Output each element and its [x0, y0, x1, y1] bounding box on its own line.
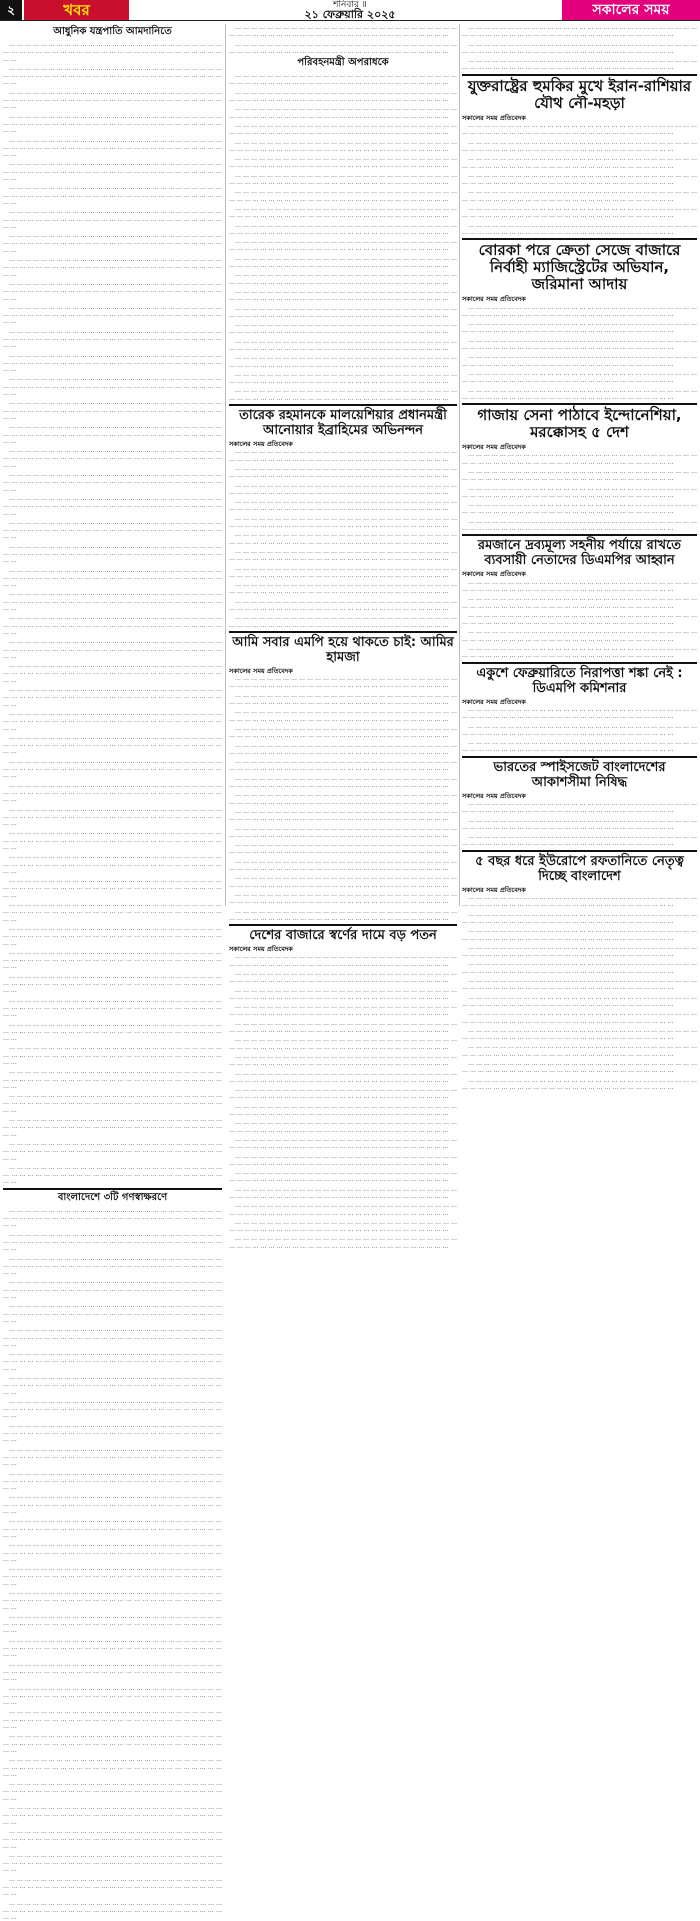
article-body: … … … … … … … … … … … … … … … … … … … … … … … … … … … … … … … … … … … … … … … … … … … … … … … … … … … … … … … … — [3, 638, 222, 660]
article-body: … … … … … … … … … … … … … … … … … … … … … … … … … … … … … … … … … … … … … … … … … … … … … … … … … … … … … … … … — [3, 184, 222, 206]
article-body: … … … … … … … … … … … … … … … … … … … … … … … … … … … … … … … … … … … … … … … … … … … … … … … … … … … … … … … … — [3, 1851, 222, 1874]
page-number: ২ — [0, 0, 22, 20]
article-body: … … … … … … … … … … … … … … … … … … … … … … … … … … … … … … … … … … … … … … … … … … … … … … … … … … … … … … … … — [229, 72, 457, 87]
article-body: … … … … … … … … … … … … … … … … … … … … … … … … … … … … … … … … … … … … … … … … … … … … … … … … … … … … … … … … — [229, 1202, 457, 1217]
article-headline: পরিবহনমন্ত্রী অপরাধকে — [297, 57, 389, 69]
article-body: … … … … … … … … … … … … … … … … … … … … … … … … … … … … … … … … … … … … … … … … … … … … … … … … … … … … … … … … — [3, 303, 222, 326]
article-body: … … … … … … … … … … … … … … … … … … … … … … … … … … … … … … … … … … … … … … … … … … … … … … … … … … … … … … … … — [462, 628, 697, 643]
article-body: … … … … … … … … … … … … … … … … … … … … … … … … … … … … … … … … … … … … … … … … … … … … … … … … … … … … … … … … — [3, 1044, 222, 1066]
article-body: … … … … … … … … … … … … … … … … … … … … … … … … … … … … … … … … … … … … … … … … … … … … … … … … … … … … … … … … — [229, 337, 457, 352]
article-body: … … … … … … … … … … … … … … … … … … … … … … … … … … … … … … … … … … … … … … … … … … … … … … … … … … … … … … … … — [3, 279, 222, 302]
article-body: … … … … … … … … … … … … … … … … … … … … … … … … … … … … … … … … … … … … … … … … … … … … … … … … … … … … … … … … — [3, 351, 222, 374]
article-body: … … … … … … … … … … … … … … … … … … … … … … … … … … … … … … … … … … … … … … … … … … … … … … … … … … … … … … … … — [3, 1326, 222, 1348]
article-body: … … … … … … … … … … … … … … … … … … … … … … … … … … … … … … … … … … … … … … … … … … … … … … … … … … … … … … … … — [3, 733, 222, 756]
article-body: … … … … … … … … … … … … … … … … … … … … … … … … … … … … … … … … … … … … … … … … … … … … … … … … … … … … … … … … — [3, 590, 222, 613]
article-body: … … … … … … … … … … … … … … … … … … … … … … … … … … … … … … … … … … … … … … … … … … … … … … … … … … … … … … … … — [229, 1036, 457, 1051]
article-body: … … … … … … … … … … … … … … … … … … … … … … … … … … … … … … … … … … … … … … … … … … … … … … … … … … … … … … … … — [462, 578, 697, 593]
article-body: … … … … … … … … … … … … … … … … … … … … … … … … … … … … … … … … … … … … … … … … … … … … … … … … … … … … … … … … — [229, 1218, 457, 1234]
article-body: … … … … … … … … … … … … … … … … … … … … … … … … … … … … … … … … … … … … … … … … … … … … … … … … … … … … … … … … — [462, 336, 697, 352]
article-body: … … … … … … … … … … … … … … … … … … … … … … … … … … … … … … … … … … … … … … … … … … … … … … … … … … … … … … … … — [3, 1469, 222, 1492]
article-body: … … … … … … … … … … … … … … … … … … … … … … … … … … … … … … … … … … … … … … … … … … … … … … … … … … … … … … … … — [229, 741, 457, 756]
article-body: … … … … … … … … … … … … … … … … … … … … … … … … … … … … … … … … … … … … … … … … … … … … … … … … … … … … … … … … — [462, 205, 697, 220]
article-body: … … … … … … … … … … … … … … … … … … … … … … … … … … … … … … … … … … … … … … … … … … … … … … … … … … … … … … … … — [3, 1780, 222, 1802]
article-body: … … … … … … … … … … … … … … … … … … … … … … … … … … … … … … … … … … … … … … … … … … … … … … … … … … … … … … … … — [462, 369, 697, 385]
article-body: … … … … … … … … … … … … … … … … … … … … … … … … … … … … … … … … … … … … … … … … … … … … … … … … … … … … … … … … — [229, 155, 457, 170]
article-body: … … … … … … … … … … … … … … … … … … … … … … … … … … … … … … … … … … … … … … … … … … … … … … … … … … … … … … … … — [229, 564, 457, 579]
article-body: … … … … … … … … … … … … … … … … … … … … … … … … … … … … … … … … … … … … … … … … … … … … … … … … … … … … … … … … — [229, 370, 457, 386]
article-body: … … … … … … … … … … … … … … … … … … … … … … … … … … … … … … … … … … … … … … … … … … … … … … … … … … … … … … … … — [462, 722, 697, 737]
article-body: … … … … … … … … … … … … … … … … … … … … … … … … … … … … … … … … … … … … … … … … … … … … … … … … … … … … … … … … — [3, 1565, 222, 1587]
newspaper-logo: সকালের সময় — [562, 0, 700, 20]
article-body: … … … … … … … … … … … … … … … … … … … … … … … … … … … … … … … … … … … … … … … … … … … … … … … … … … … … … … … … — [462, 927, 697, 942]
article-body: … … … … … … … … … … … … … … … … … … … … … … … … … … … … … … … … … … … … … … … … … … … … … … … … … … … … … … … … — [3, 1254, 222, 1277]
article-headline: ভারতের স্পাইসজেট বাংলাদেশের আকাশসীমা নিষিদ্ধ — [462, 756, 697, 790]
article-body: … … … … … … … … … … … … … … … … … … … … … … … … … … … … … … … … … … … … … … … … … … … … … … … … … … … … … … … … — [229, 1052, 457, 1068]
article-body: … … … … … … … … … … … … … … … … … … … … … … … … … … … … … … … … … … … … … … … … … … … … … … … … … … … … … … … … — [462, 1060, 697, 1075]
column-left — [3, 24, 222, 1921]
article-body: … … … … … … … … … … … … … … … … … … … … … … … … … … … … … … … … … … … … … … … … … … … … … … … … … … … … … … … … — [229, 1086, 457, 1101]
article-body: … … … … … … … … … … … … … … … … … … … … … … … … … … … … … … … … … … … … … … … … … … … … … … … … … … … … … … … … — [3, 1139, 222, 1162]
article-body: … … … … … … … … … … … … … … … … … … … … … … … … … … … … … … … … … … … … … … … … … … … … … … … … … … … … … … … … — [3, 64, 222, 87]
article-byline: সকালের সময় প্রতিবেদক — [229, 666, 293, 675]
article-body: … … … … … … … … … … … … … … … … … … … … … … … … … … … … … … … … … … … … … … … … … … … … … … … … … … … … … … … … — [229, 387, 457, 402]
article-byline: সকালের সময় প্রতিবেদক — [462, 443, 526, 452]
article-body: … … … … … … … … … … … … … … … … … … … … … … … … … … … … … … … … … … … … … … … … … … … … … … … … … … … … … … … … — [462, 353, 697, 368]
article-body: … … … … … … … … … … … … … … … … … … … … … … … … … … … … … … … … … … … … … … … … … … … … … … … … … … … … … … … … — [3, 1397, 222, 1420]
article-body: … … … … … … … … … … … … … … … … … … … … … … … … … … … … … … … … … … … … … … … … … … … … … … … … … … … … … … … … — [229, 890, 457, 906]
masthead — [0, 0, 700, 21]
article-body: … … … … … … … … … … … … … … … … … … … … … … … … … … … … … … … … … … … … … … … … … … … … … … … … … … … … … … … … — [229, 969, 457, 985]
article-body: … … … … … … … … … … … … … … … … … … … … … … … … … … … … … … … … … … … … … … … … … … … … … … … … … … … … … … … … — [229, 171, 457, 187]
article-body: … … … … … … … … … … … … … … … … … … … … … … … … … … … … … … … … … … … … … … … … … … … … … … … … … … … … … … … … — [3, 256, 222, 278]
column-right — [462, 24, 697, 1091]
article-body: … … … … … … … … … … … … … … … … … … … … … … … … … … … … … … … … … … … … … … … … … … … … … … … … … … … … … … … … — [229, 88, 457, 104]
article-body: … … … … … … … … … … … … … … … … … … … … … … … … … … … … … … … … … … … … … … … … … … … … … … … … … … … … … … … … — [3, 709, 222, 732]
article-body: … … … … … … … … … … … … … … … … … … … … … … … … … … … … … … … … … … … … … … … … … … … … … … … … … … … … … … … … — [462, 1043, 697, 1058]
article-body: … … … … … … … … … … … … … … … … … … … … … … … … … … … … … … … … … … … … … … … … … … … … … … … … … … … … … … … … — [229, 531, 457, 546]
article-byline: সকালের সময় প্রতিবেদক — [462, 113, 526, 122]
article-body: … … … … … … … … … … … … … … … … … … … … … … … … … … … … … … … … … … … … … … … … … … … … … … … … … … … … … … … … — [3, 471, 222, 493]
article-body: … … … … … … … … … … … … … … … … … … … … … … … … … … … … … … … … … … … … … … … … … … … … … … … … … … … … … … … … — [3, 1493, 222, 1516]
article-body: … … … … … … … … … … … … … … … … … … … … … … … … … … … … … … … … … … … … … … … … … … … … … … … … … … … … … … … … — [229, 953, 457, 968]
article-body: … … … … … … … … … … … … … … … … … … … … … … … … … … … … … … … … … … … … … … … … … … … … … … … … … … … … … … … … — [3, 901, 222, 923]
article-body: … … … … … … … … … … … … … … … … … … … … … … … … … … … … … … … … … … … … … … … … … … … … … … … … … … … … … … … … — [3, 1421, 222, 1444]
article-body: … … … … … … … … … … … … … … … … … … … … … … … … … … … … … … … … … … … … … … … … … … … … … … … … … … … … … … … … — [229, 824, 457, 839]
article-headline: দেশের বাজারে স্বর্ণের দামে বড় পতন — [229, 924, 457, 943]
article-byline: সকালের সময় প্রতিবেদক — [462, 885, 526, 894]
article-body: … … … … … … … … … … … … … … … … … … … … … … … … … … … … … … … … … … … … … … … … … … … … … … … … … … … … … … … … — [3, 1589, 222, 1611]
article-body: … … … … … … … … … … … … … … … … … … … … … … … … … … … … … … … … … … … … … … … … … … … … … … … … … … … … … … … … — [229, 774, 457, 790]
article-body: … … … … … … … … … … … … … … … … … … … … … … … … … … … … … … … … … … … … … … … … … … … … … … … … … … … … … … … … — [3, 447, 222, 469]
article-body: … … … … … … … … … … … … … … … … … … … … … … … … … … … … … … … … … … … … … … … … … … … … … … … … … … … … … … … … — [462, 501, 697, 516]
article-body: … … … … … … … … … … … … … … … … … … … … … … … … … … … … … … … … … … … … … … … … … … … … … … … … … … … … … … … … — [229, 708, 457, 723]
article-byline: সকালের সময় প্রতিবেদক — [229, 945, 293, 954]
publication-day: শনিবার ॥ — [333, 0, 367, 10]
article-body: … … … … … … … … … … … … … … … … … … … … … … … … … … … … … … … … … … … … … … … … … … … … … … … … … … … … … … … … — [3, 1804, 222, 1826]
article-body: … … … … … … … … … … … … … … … … … … … … … … … … … … … … … … … … … … … … … … … … … … … … … … … … … … … … … … … … — [462, 611, 697, 627]
article-headline: বাংলাদেশে ৩টি গণস্বাক্ষরণে — [3, 1188, 222, 1204]
article-body: … … … … … … … … … … … … … … … … … … … … … … … … … … … … … … … … … … … … … … … … … … … … … … … … … … … … … … … … — [229, 986, 457, 1001]
article-body: … … … … … … … … … … … … … … … … … … … … … … … … … … … … … … … … … … … … … … … … … … … … … … … … … … … … … … … … — [229, 547, 457, 563]
article-body: … … … … … … … … … … … … … … … … … … … … … … … … … … … … … … … … … … … … … … … … … … … … … … … … … … … … … … … … — [229, 204, 457, 220]
article-body: … … … … … … … … … … … … … … … … … … … … … … … … … … … … … … … … … … … … … … … … … … … … … … … … … … … … … … … … — [3, 996, 222, 1019]
article-headline: আধুনিক যন্ত্রপাতি আমদানিতে — [53, 26, 172, 37]
article-body: … … … … … … … … … … … … … … … … … … … … … … … … … … … … … … … … … … … … … … … … … … … … … … … … … … … … … … … … — [3, 1517, 222, 1539]
article-body: … … … … … … … … … … … … … … … … … … … … … … … … … … … … … … … … … … … … … … … … … … … … … … … … … … … … … … … … — [462, 833, 697, 848]
article-headline: গাজায় সেনা পাঠাবে ইন্দোনেশিয়া, মরক্কোসহ ৫ দেশ — [462, 403, 697, 441]
article-body: … … … … … … … … … … … … … … … … … … … … … … … … … … … … … … … … … … … … … … … … … … … … … … … … … … … … … … … … — [3, 1206, 222, 1229]
article-body: … … … … … … … … … … … … … … … … … … … … … … … … … … … … … … … … … … … … … … … … … … … … … … … … … … … … … … … … — [229, 40, 457, 55]
article-body: … … … … … … … … … … … … … … … … … … … … … … … … … … … … … … … … … … … … … … … … … … … … … … … … … … … … … … … … — [229, 1119, 457, 1134]
article-body: … … … … … … … … … … … … … … … … … … … … … … … … … … … … … … … … … … … … … … … … … … … … … … … … … … … … … … … … — [462, 977, 697, 992]
article-body: … … … … … … … … … … … … … … … … … … … … … … … … … … … … … … … … … … … … … … … … … … … … … … … … … … … … … … … … — [462, 894, 697, 909]
article-body: … … … … … … … … … … … … … … … … … … … … … … … … … … … … … … … … … … … … … … … … … … … … … … … … … … … … … … … … — [229, 758, 457, 773]
article-body: … … … … … … … … … … … … … … … … … … … … … … … … … … … … … … … … … … … … … … … … … … … … … … … … … … … … … … … … — [3, 41, 222, 63]
article-body: … … … … … … … … … … … … … … … … … … … … … … … … … … … … … … … … … … … … … … … … … … … … … … … … … … … … … … … … — [462, 24, 697, 39]
article-body: … … … … … … … … … … … … … … … … … … … … … … … … … … … … … … … … … … … … … … … … … … … … … … … … … … … … … … … … — [462, 943, 697, 959]
publication-date: ২১ ফেব্রুয়ারি ২০২৫ — [304, 8, 396, 21]
article-body: … … … … … … … … … … … … … … … … … … … … … … … … … … … … … … … … … … … … … … … … … … … … … … … … … … … … … … … … — [462, 739, 697, 754]
article-body: … … … … … … … … … … … … … … … … … … … … … … … … … … … … … … … … … … … … … … … … … … … … … … … … … … … … … … … … — [3, 1636, 222, 1659]
article-body: … … … … … … … … … … … … … … … … … … … … … … … … … … … … … … … … … … … … … … … … … … … … … … … … … … … … … … … … — [229, 791, 457, 806]
column-middle — [229, 24, 457, 1250]
article-body: … … … … … … … … … … … … … … … … … … … … … … … … … … … … … … … … … … … … … … … … … … … … … … … … … … … … … … … … — [462, 484, 697, 499]
article-body: … … … … … … … … … … … … … … … … … … … … … … … … … … … … … … … … … … … … … … … … … … … … … … … … … … … … … … … … — [3, 1116, 222, 1138]
article-headline: একুশে ফেব্রুয়ারিতে নিরাপত্তা শঙ্কা নেই : ডিএমপি কমিশনার — [462, 662, 697, 696]
article-body: … … … … … … … … … … … … … … … … … … … … … … … … … … … … … … … … … … … … … … … … … … … … … … … … … … … … … … … … — [3, 924, 222, 947]
article-body: … … … … … … … … … … … … … … … … … … … … … … … … … … … … … … … … … … … … … … … … … … … … … … … … … … … … … … … … — [3, 1092, 222, 1114]
article-body: … … … … … … … … … … … … … … … … … … … … … … … … … … … … … … … … … … … … … … … … … … … … … … … … … … … … … … … … — [3, 208, 222, 230]
article-body: … … … … … … … … … … … … … … … … … … … … … … … … … … … … … … … … … … … … … … … … … … … … … … … … … … … … … … … … — [3, 160, 222, 183]
article-byline: সকালের সময় প্রতিবেদক — [229, 440, 293, 449]
article-body: … … … … … … … … … … … … … … … … … … … … … … … … … … … … … … … … … … … … … … … … … … … … … … … … … … … … … … … … — [462, 960, 697, 975]
article-body: … … … … … … … … … … … … … … … … … … … … … … … … … … … … … … … … … … … … … … … … … … … … … … … … … … … … … … … … — [3, 399, 222, 421]
article-body: … … … … … … … … … … … … … … … … … … … … … … … … … … … … … … … … … … … … … … … … … … … … … … … … … … … … … … … … — [3, 1278, 222, 1301]
article-body: … … … … … … … … … … … … … … … … … … … … … … … … … … … … … … … … … … … … … … … … … … … … … … … … … … … … … … … … — [229, 24, 457, 39]
article-body: … … … … … … … … … … … … … … … … … … … … … … … … … … … … … … … … … … … … … … … … … … … … … … … … … … … … … … … … — [229, 321, 457, 336]
section-name: খবর — [24, 0, 129, 20]
article-body: … … … … … … … … … … … … … … … … … … … … … … … … … … … … … … … … … … … … … … … … … … … … … … … … … … … … … … … … — [462, 595, 697, 610]
article-body: … … … … … … … … … … … … … … … … … … … … … … … … … … … … … … … … … … … … … … … … … … … … … … … … … … … … … … … … — [229, 907, 457, 922]
article-body: … … … … … … … … … … … … … … … … … … … … … … … … … … … … … … … … … … … … … … … … … … … … … … … … … … … … … … … … — [229, 188, 457, 203]
article-body: … … … … … … … … … … … … … … … … … … … … … … … … … … … … … … … … … … … … … … … … … … … … … … … … … … … … … … … … — [229, 841, 457, 856]
article-body: … … … … … … … … … … … … … … … … … … … … … … … … … … … … … … … … … … … … … … … … … … … … … … … … … … … … … … … … — [3, 518, 222, 541]
article-body: … … … … … … … … … … … … … … … … … … … … … … … … … … … … … … … … … … … … … … … … … … … … … … … … … … … … … … … … — [229, 1185, 457, 1200]
article-body: … … … … … … … … … … … … … … … … … … … … … … … … … … … … … … … … … … … … … … … … … … … … … … … … … … … … … … … … — [229, 1069, 457, 1084]
article-body: … … … … … … … … … … … … … … … … … … … … … … … … … … … … … … … … … … … … … … … … … … … … … … … … … … … … … … … … — [462, 57, 697, 72]
article-body: … … … … … … … … … … … … … … … … … … … … … … … … … … … … … … … … … … … … … … … … … … … … … … … … … … … … … … … … — [229, 1169, 457, 1184]
article-body: … … … … … … … … … … … … … … … … … … … … … … … … … … … … … … … … … … … … … … … … … … … … … … … … … … … … … … … … — [229, 238, 457, 253]
article-body: … … … … … … … … … … … … … … … … … … … … … … … … … … … … … … … … … … … … … … … … … … … … … … … … … … … … … … … … — [3, 781, 222, 804]
article-body: … … … … … … … … … … … … … … … … … … … … … … … … … … … … … … … … … … … … … … … … … … … … … … … … … … … … … … … … — [3, 1732, 222, 1754]
article-body: … … … … … … … … … … … … … … … … … … … … … … … … … … … … … … … … … … … … … … … … … … … … … … … … … … … … … … … … — [229, 448, 457, 463]
article-body: … … … … … … … … … … … … … … … … … … … … … … … … … … … … … … … … … … … … … … … … … … … … … … … … … … … … … … … … — [229, 138, 457, 153]
article-body: … … … … … … … … … … … … … … … … … … … … … … … … … … … … … … … … … … … … … … … … … … … … … … … … … … … … … … … … — [3, 1660, 222, 1683]
article-body: … … … … … … … … … … … … … … … … … … … … … … … … … … … … … … … … … … … … … … … … … … … … … … … … … … … … … … … … — [462, 171, 697, 187]
column-divider — [225, 24, 226, 906]
article-body: … … … … … … … … … … … … … … … … … … … … … … … … … … … … … … … … … … … … … … … … … … … … … … … … … … … … … … … … — [229, 514, 457, 530]
article-body: … … … … … … … … … … … … … … … … … … … … … … … … … … … … … … … … … … … … … … … … … … … … … … … … … … … … … … … … — [462, 451, 697, 466]
article-body: … … … … … … … … … … … … … … … … … … … … … … … … … … … … … … … … … … … … … … … … … … … … … … … … … … … … … … … … — [3, 232, 222, 254]
article-body: … … … … … … … … … … … … … … … … … … … … … … … … … … … … … … … … … … … … … … … … … … … … … … … … … … … … … … … … — [462, 800, 697, 815]
article-body: … … … … … … … … … … … … … … … … … … … … … … … … … … … … … … … … … … … … … … … … … … … … … … … … … … … … … … … … — [3, 112, 222, 135]
article-byline: সকালের সময় প্রতিবেদক — [462, 570, 526, 579]
article-headline: ৫ বছর ধরে ইউরোপে রফতানিতে নেতৃত্ব দিচ্ছে বাংলাদেশ — [462, 850, 697, 884]
article-headline: তারেক রহমানকে মালয়েশিয়ার প্রধানমন্ত্রী আনোয়ার ইব্রাহিমের অভিনন্দন — [229, 404, 457, 438]
article-body: … … … … … … … … … … … … … … … … … … … … … … … … … … … … … … … … … … … … … … … … … … … … … … … … … … … … … … … … — [229, 221, 457, 236]
article-body: … … … … … … … … … … … … … … … … … … … … … … … … … … … … … … … … … … … … … … … … … … … … … … … … … … … … … … … … — [462, 645, 697, 660]
article-body: … … … … … … … … … … … … … … … … … … … … … … … … … … … … … … … … … … … … … … … … … … … … … … … … … … … … … … … … — [229, 1003, 457, 1018]
article-body: … … … … … … … … … … … … … … … … … … … … … … … … … … … … … … … … … … … … … … … … … … … … … … … … … … … … … … … … — [3, 853, 222, 875]
article-body: … … … … … … … … … … … … … … … … … … … … … … … … … … … … … … … … … … … … … … … … … … … … … … … … … … … … … … … … — [3, 662, 222, 684]
article-body: … … … … … … … … … … … … … … … … … … … … … … … … … … … … … … … … … … … … … … … … … … … … … … … … … … … … … … … … — [3, 1350, 222, 1372]
article-body: … … … … … … … … … … … … … … … … … … … … … … … … … … … … … … … … … … … … … … … … … … … … … … … … … … … … … … … … — [229, 597, 457, 612]
article-body: … … … … … … … … … … … … … … … … … … … … … … … … … … … … … … … … … … … … … … … … … … … … … … … … … … … … … … … … — [462, 40, 697, 55]
article-body: … … … … … … … … … … … … … … … … … … … … … … … … … … … … … … … … … … … … … … … … … … … … … … … … … … … … … … … … — [3, 1020, 222, 1043]
article-body: … … … … … … … … … … … … … … … … … … … … … … … … … … … … … … … … … … … … … … … … … … … … … … … … … … … … … … … … — [3, 136, 222, 159]
article-body: … … … … … … … … … … … … … … … … … … … … … … … … … … … … … … … … … … … … … … … … … … … … … … … … … … … … … … … … — [229, 581, 457, 596]
article-body: … … … … … … … … … … … … … … … … … … … … … … … … … … … … … … … … … … … … … … … … … … … … … … … … … … … … … … … … — [462, 467, 697, 483]
article-body: … … … … … … … … … … … … … … … … … … … … … … … … … … … … … … … … … … … … … … … … … … … … … … … … … … … … … … … … — [3, 1068, 222, 1090]
article-body: … … … … … … … … … … … … … … … … … … … … … … … … … … … … … … … … … … … … … … … … … … … … … … … … … … … … … … … … — [3, 1230, 222, 1253]
article-body: … … … … … … … … … … … … … … … … … … … … … … … … … … … … … … … … … … … … … … … … … … … … … … … … … … … … … … … … — [3, 1827, 222, 1850]
column-divider — [459, 24, 460, 906]
article-body: … … … … … … … … … … … … … … … … … … … … … … … … … … … … … … … … … … … … … … … … … … … … … … … … … … … … … … … … — [3, 972, 222, 995]
article-body: … … … … … … … … … … … … … … … … … … … … … … … … … … … … … … … … … … … … … … … … … … … … … … … … … … … … … … … … — [462, 386, 697, 401]
article-body: … … … … … … … … … … … … … … … … … … … … … … … … … … … … … … … … … … … … … … … … … … … … … … … … … … … … … … … … — [3, 542, 222, 565]
article-body: … … … … … … … … … … … … … … … … … … … … … … … … … … … … … … … … … … … … … … … … … … … … … … … … … … … … … … … … — [462, 155, 697, 170]
article-byline: সকালের সময় প্রতিবেদক — [462, 791, 526, 800]
article-body: … … … … … … … … … … … … … … … … … … … … … … … … … … … … … … … … … … … … … … … … … … … … … … … … … … … … … … … … — [229, 1102, 457, 1118]
article-body: … … … … … … … … … … … … … … … … … … … … … … … … … … … … … … … … … … … … … … … … … … … … … … … … … … … … … … … … — [229, 464, 457, 480]
article-body: … … … … … … … … … … … … … … … … … … … … … … … … … … … … … … … … … … … … … … … … … … … … … … … … … … … … … … … … — [462, 1026, 697, 1042]
article-body: … … … … … … … … … … … … … … … … … … … … … … … … … … … … … … … … … … … … … … … … … … … … … … … … … … … … … … … … — [3, 88, 222, 111]
article-body: … … … … … … … … … … … … … … … … … … … … … … … … … … … … … … … … … … … … … … … … … … … … … … … … … … … … … … … … — [229, 1235, 457, 1250]
article-body: … … … … … … … … … … … … … … … … … … … … … … … … … … … … … … … … … … … … … … … … … … … … … … … … … … … … … … … … — [462, 517, 697, 533]
article-body: … … … … … … … … … … … … … … … … … … … … … … … … … … … … … … … … … … … … … … … … … … … … … … … … … … … … … … … … — [229, 614, 457, 629]
article-body: … … … … … … … … … … … … … … … … … … … … … … … … … … … … … … … … … … … … … … … … … … … … … … … … … … … … … … … … — [229, 724, 457, 740]
article-body: … … … … … … … … … … … … … … … … … … … … … … … … … … … … … … … … … … … … … … … … … … … … … … … … … … … … … … … … — [3, 1708, 222, 1731]
article-body: … … … … … … … … … … … … … … … … … … … … … … … … … … … … … … … … … … … … … … … … … … … … … … … … … … … … … … … … — [462, 1010, 697, 1025]
article-body: … … … … … … … … … … … … … … … … … … … … … … … … … … … … … … … … … … … … … … … … … … … … … … … … … … … … … … … … — [462, 910, 697, 925]
article-body: … … … … … … … … … … … … … … … … … … … … … … … … … … … … … … … … … … … … … … … … … … … … … … … … … … … … … … … … — [229, 807, 457, 823]
article-body: … … … … … … … … … … … … … … … … … … … … … … … … … … … … … … … … … … … … … … … … … … … … … … … … … … … … … … … … — [229, 498, 457, 513]
article-byline: সকালের সময় প্রতিবেদক — [462, 295, 526, 304]
article-body: … … … … … … … … … … … … … … … … … … … … … … … … … … … … … … … … … … … … … … … … … … … … … … … … … … … … … … … … — [229, 121, 457, 137]
article-body: … … … … … … … … … … … … … … … … … … … … … … … … … … … … … … … … … … … … … … … … … … … … … … … … … … … … … … … … — [3, 375, 222, 398]
article-body: … … … … … … … … … … … … … … … … … … … … … … … … … … … … … … … … … … … … … … … … … … … … … … … … … … … … … … … … — [3, 1684, 222, 1707]
article-body: … … … … … … … … … … … … … … … … … … … … … … … … … … … … … … … … … … … … … … … … … … … … … … … … … … … … … … … … — [229, 1019, 457, 1035]
article-body: … … … … … … … … … … … … … … … … … … … … … … … … … … … … … … … … … … … … … … … … … … … … … … … … … … … … … … … … — [462, 320, 697, 335]
article-body: … … … … … … … … … … … … … … … … … … … … … … … … … … … … … … … … … … … … … … … … … … … … … … … … … … … … … … … … — [3, 1163, 222, 1186]
article-body: … … … … … … … … … … … … … … … … … … … … … … … … … … … … … … … … … … … … … … … … … … … … … … … … … … … … … … … … — [462, 122, 697, 137]
article-body: … … … … … … … … … … … … … … … … … … … … … … … … … … … … … … … … … … … … … … … … … … … … … … … … … … … … … … … … — [462, 993, 697, 1008]
article-body: … … … … … … … … … … … … … … … … … … … … … … … … … … … … … … … … … … … … … … … … … … … … … … … … … … … … … … … … — [462, 303, 697, 318]
article-headline: বোরকা পরে ক্রেতা সেজে বাজারে নির্বাহী ম্যাজিস্ট্রেটের অভিযান, জরিমানা আদায় — [462, 238, 697, 293]
article-body: … … … … … … … … … … … … … … … … … … … … … … … … … … … … … … … … … … … … … … … … … … … … … … … … … … … … … … … … — [462, 221, 697, 236]
article-body: … … … … … … … … … … … … … … … … … … … … … … … … … … … … … … … … … … … … … … … … … … … … … … … … … … … … … … … … — [229, 857, 457, 873]
article-body: … … … … … … … … … … … … … … … … … … … … … … … … … … … … … … … … … … … … … … … … … … … … … … … … … … … … … … … … — [3, 805, 222, 828]
article-headline: আমি সবার এমপি হয়ে থাকতে চাই: আমির হামজা — [229, 631, 457, 665]
article-body: … … … … … … … … … … … … … … … … … … … … … … … … … … … … … … … … … … … … … … … … … … … … … … … … … … … … … … … … — [3, 1756, 222, 1778]
article-body: … … … … … … … … … … … … … … … … … … … … … … … … … … … … … … … … … … … … … … … … … … … … … … … … … … … … … … … … — [229, 271, 457, 286]
article-body: … … … … … … … … … … … … … … … … … … … … … … … … … … … … … … … … … … … … … … … … … … … … … … … … … … … … … … … … — [3, 877, 222, 899]
article-body: … … … … … … … … … … … … … … … … … … … … … … … … … … … … … … … … … … … … … … … … … … … … … … … … … … … … … … … … — [462, 705, 697, 721]
article-body: … … … … … … … … … … … … … … … … … … … … … … … … … … … … … … … … … … … … … … … … … … … … … … … … … … … … … … … … — [3, 1612, 222, 1635]
article-body: … … … … … … … … … … … … … … … … … … … … … … … … … … … … … … … … … … … … … … … … … … … … … … … … … … … … … … … … — [229, 105, 457, 120]
article-body: … … … … … … … … … … … … … … … … … … … … … … … … … … … … … … … … … … … … … … … … … … … … … … … … … … … … … … … … — [3, 1445, 222, 1468]
article-byline: সকালের সময় প্রতিবেদক — [462, 697, 526, 706]
article-headline: যুক্তরাষ্ট্রের হুমকির মুখে ইরান-রাশিয়ার যৌথ নৌ-মহড়া — [462, 74, 697, 112]
article-body: … … … … … … … … … … … … … … … … … … … … … … … … … … … … … … … … … … … … … … … … … … … … … … … … … … … … … … … … — [3, 423, 222, 445]
article-body: … … … … … … … … … … … … … … … … … … … … … … … … … … … … … … … … … … … … … … … … … … … … … … … … … … … … … … … … — [3, 1373, 222, 1396]
article-body: … … … … … … … … … … … … … … … … … … … … … … … … … … … … … … … … … … … … … … … … … … … … … … … … … … … … … … … … — [3, 757, 222, 780]
article-body: … … … … … … … … … … … … … … … … … … … … … … … … … … … … … … … … … … … … … … … … … … … … … … … … … … … … … … … … — [3, 494, 222, 517]
article-body: … … … … … … … … … … … … … … … … … … … … … … … … … … … … … … … … … … … … … … … … … … … … … … … … … … … … … … … … — [229, 354, 457, 369]
article-body: … … … … … … … … … … … … … … … … … … … … … … … … … … … … … … … … … … … … … … … … … … … … … … … … … … … … … … … … — [229, 675, 457, 690]
article-body: … … … … … … … … … … … … … … … … … … … … … … … … … … … … … … … … … … … … … … … … … … … … … … … … … … … … … … … … — [462, 188, 697, 203]
article-body: … … … … … … … … … … … … … … … … … … … … … … … … … … … … … … … … … … … … … … … … … … … … … … … … … … … … … … … … — [462, 816, 697, 831]
article-body: … … … … … … … … … … … … … … … … … … … … … … … … … … … … … … … … … … … … … … … … … … … … … … … … … … … … … … … … — [229, 287, 457, 303]
article-body: … … … … … … … … … … … … … … … … … … … … … … … … … … … … … … … … … … … … … … … … … … … … … … … … … … … … … … … … — [229, 1152, 457, 1167]
article-body: … … … … … … … … … … … … … … … … … … … … … … … … … … … … … … … … … … … … … … … … … … … … … … … … … … … … … … … … — [3, 327, 222, 350]
article-body: … … … … … … … … … … … … … … … … … … … … … … … … … … … … … … … … … … … … … … … … … … … … … … … … … … … … … … … … — [3, 948, 222, 971]
article-body: … … … … … … … … … … … … … … … … … … … … … … … … … … … … … … … … … … … … … … … … … … … … … … … … … … … … … … … … — [3, 614, 222, 636]
article-body: … … … … … … … … … … … … … … … … … … … … … … … … … … … … … … … … … … … … … … … … … … … … … … … … … … … … … … … … — [229, 1135, 457, 1151]
article-body: … … … … … … … … … … … … … … … … … … … … … … … … … … … … … … … … … … … … … … … … … … … … … … … … … … … … … … … … — [3, 1541, 222, 1563]
article-body: … … … … … … … … … … … … … … … … … … … … … … … … … … … … … … … … … … … … … … … … … … … … … … … … … … … … … … … … — [229, 304, 457, 319]
article-body: … … … … … … … … … … … … … … … … … … … … … … … … … … … … … … … … … … … … … … … … … … … … … … … … … … … … … … … … — [3, 1875, 222, 1898]
article-body: … … … … … … … … … … … … … … … … … … … … … … … … … … … … … … … … … … … … … … … … … … … … … … … … … … … … … … … … — [229, 691, 457, 707]
article-body: … … … … … … … … … … … … … … … … … … … … … … … … … … … … … … … … … … … … … … … … … … … … … … … … … … … … … … … … — [3, 686, 222, 708]
article-body: … … … … … … … … … … … … … … … … … … … … … … … … … … … … … … … … … … … … … … … … … … … … … … … … … … … … … … … … — [3, 1302, 222, 1324]
article-headline: রমজানে দ্রব্যমূল্য সহনীয় পর্যায়ে রাখতে ব্যবসায়ী নেতাদের ডিএমপির আহ্বান — [462, 534, 697, 568]
article-body: … … … … … … … … … … … … … … … … … … … … … … … … … … … … … … … … … … … … … … … … … … … … … … … … … … … … … … … … — [462, 138, 697, 153]
article-body: … … … … … … … … … … … … … … … … … … … … … … … … … … … … … … … … … … … … … … … … … … … … … … … … … … … … … … … … — [229, 254, 457, 270]
article-body: … … … … … … … … … … … … … … … … … … … … … … … … … … … … … … … … … … … … … … … … … … … … … … … … … … … … … … … … — [462, 1076, 697, 1091]
article-body: … … … … … … … … … … … … … … … … … … … … … … … … … … … … … … … … … … … … … … … … … … … … … … … … … … … … … … … … — [3, 566, 222, 589]
article-body: … … … … … … … … … … … … … … … … … … … … … … … … … … … … … … … … … … … … … … … … … … … … … … … … … … … … … … … … — [229, 874, 457, 889]
article-body: … … … … … … … … … … … … … … … … … … … … … … … … … … … … … … … … … … … … … … … … … … … … … … … … … … … … … … … … — [229, 481, 457, 496]
article-body: … … … … … … … … … … … … … … … … … … … … … … … … … … … … … … … … … … … … … … … … … … … … … … … … … … … … … … … … — [3, 1899, 222, 1921]
article-body: … … … … … … … … … … … … … … … … … … … … … … … … … … … … … … … … … … … … … … … … … … … … … … … … … … … … … … … … — [3, 829, 222, 851]
